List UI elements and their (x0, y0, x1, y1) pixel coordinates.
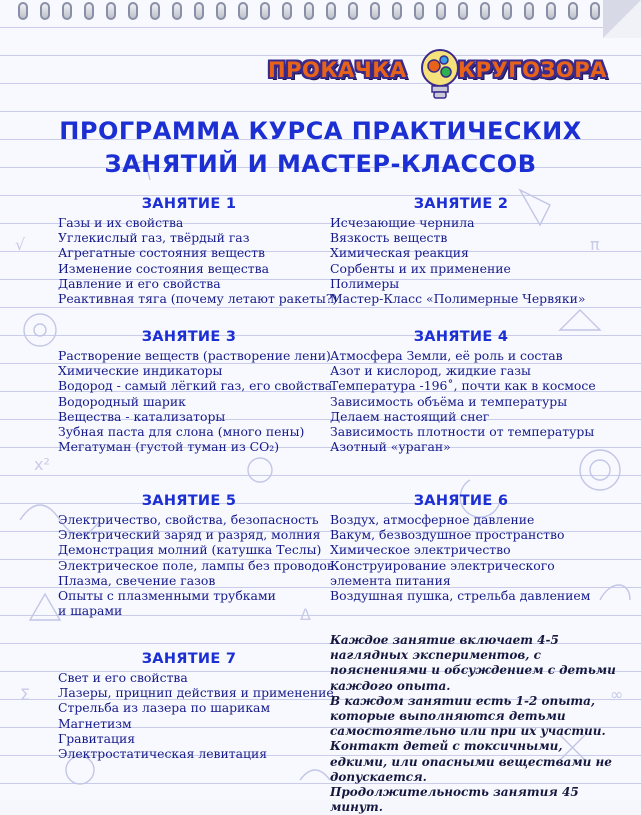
topic-item: Агрегатные состояния веществ (58, 245, 265, 261)
topic-item: Исчезающие чернила (330, 215, 475, 230)
lesson-heading: ЗАНЯТИЕ 3 (141, 329, 237, 345)
topic-item: Зависимость плотности от температуры (330, 424, 595, 440)
topic-item: Делаем настоящий снег (330, 408, 490, 424)
title-line-1: ПРОГРАММА КУРСА ПРАКТИЧЕСКИХ (59, 117, 582, 145)
topic-item: Изменение состояния вещества (58, 260, 269, 276)
topic-item: Зависимость объёма и температуры (330, 393, 568, 409)
note-paragraph: В каждом занятии есть 1-2 опыта, которые выполняются детьми самостоятельно или при их участии. (330, 693, 606, 739)
brand-logo (262, 46, 612, 106)
lesson-heading: ЗАНЯТИЕ 1 (141, 196, 237, 212)
topic-item: Водородный шарик (58, 393, 186, 409)
topic-item: Химическое электричество (330, 542, 511, 558)
lesson-heading: ЗАНЯТИЕ 6 (413, 493, 509, 509)
lightbulb-gears-icon (416, 46, 464, 106)
topic-item: Плазма, свечение газов (58, 572, 216, 588)
topic-item: Свет и его свойства (58, 670, 188, 685)
lesson-heading: ЗАНЯТИЕ 4 (413, 329, 509, 345)
topic-item: Химические индикаторы (58, 363, 223, 379)
topic-item: Полимеры (330, 275, 400, 291)
note-paragraph: Каждое занятие включает 4-5 наглядных экспериментов, с пояснениями и обсуждением с детьми каждого опыта. (330, 633, 616, 693)
topic-item: Азотный «ураган» (330, 439, 451, 455)
topic-item: Температура -196˚, почти как в космосе (330, 378, 596, 394)
topic-item: Гравитация (58, 730, 136, 746)
lesson-5 (58, 490, 334, 619)
topic-item: Углекислый газ, твёрдый газ (58, 230, 250, 246)
topic-item: Химическая реакция (330, 245, 469, 261)
topic-item: Атмосфера Земли, её роль и состав (330, 348, 563, 363)
svg-text:∞: ∞ (610, 685, 624, 704)
topic-list (58, 512, 334, 619)
topic-item: Демонстрация молний (катушка Теслы) (58, 542, 322, 558)
topic-item: Вещества - катализаторы (58, 408, 226, 424)
topic-list (330, 348, 596, 455)
topic-item: Магнетизм (58, 715, 132, 731)
lesson-4 (330, 326, 596, 455)
lesson-7 (58, 648, 334, 762)
svg-text:Δ: Δ (300, 605, 311, 624)
title-line-2: ЗАНЯТИЙ И МАСТЕР-КЛАССОВ (104, 150, 537, 178)
topic-item: Сорбенты и их применение (330, 260, 511, 276)
topic-item: Реактивная тяга (почему летают ракеты?) (58, 291, 338, 307)
topic-item: Опыты с плазменными трубками и шарами (58, 588, 276, 619)
topic-item: Воздух, атмосферное давление (330, 512, 535, 527)
topic-list (58, 670, 334, 762)
lesson-2 (330, 193, 592, 306)
topic-item: Мастер-Класс «Полимерные Червяки» (330, 291, 586, 307)
lesson-6 (330, 490, 592, 603)
note-paragraph: Контакт детей с токсичными, едкими, или опасными веществами не допускается. (330, 739, 612, 784)
page-curl (603, 0, 641, 38)
topic-item: Зубная паста для слона (много пены) (58, 424, 305, 440)
svg-text:π: π (590, 235, 600, 254)
topic-item: Азот и кислород, жидкие газы (330, 363, 531, 379)
topic-item: Давление и его свойства (58, 275, 221, 291)
logo-word-1: ПРОКАЧКА (268, 58, 407, 82)
course-notes (330, 633, 620, 815)
topic-item: Воздушная пушка, стрельба давлением (330, 588, 591, 604)
topic-list (58, 348, 333, 455)
topic-list (58, 215, 338, 307)
topic-item: Электростатическая левитация (58, 746, 268, 762)
topic-item: Электричество, свойства, безопасность (58, 512, 319, 527)
topic-item: Вакум, безвоздушное пространство (330, 527, 565, 543)
svg-text:x²: x² (34, 455, 50, 474)
lesson-heading: ЗАНЯТИЕ 5 (141, 493, 237, 509)
topic-item: Вязкость веществ (330, 230, 448, 246)
topic-item: Стрельба из лазера по шарикам (58, 700, 271, 716)
topic-item: Водород - самый лёгкий газ, его свойства (58, 378, 333, 394)
topic-item: Газы и их свойства (58, 215, 184, 230)
logo-word-2: КРУГОЗОРА (458, 58, 607, 82)
lesson-1 (58, 193, 338, 307)
page-title (40, 115, 601, 181)
topic-item: Мегатуман (густой туман из CO₂) (58, 439, 280, 455)
note-paragraph: Продолжительность занятия 45 минут. (330, 785, 579, 815)
lesson-heading: ЗАНЯТИЕ 7 (141, 651, 237, 667)
topic-item: Конструирование электрического элемента питания (330, 557, 555, 588)
notebook-spiral (18, 0, 618, 20)
svg-text:Σ: Σ (20, 685, 31, 704)
lesson-heading: ЗАНЯТИЕ 2 (413, 196, 509, 212)
topic-item: Электрическое поле, лампы без проводов (58, 557, 334, 573)
topic-item: Электрический заряд и разряд, молния (58, 527, 321, 543)
lesson-3 (58, 326, 333, 455)
topic-list (330, 215, 592, 306)
svg-text:√: √ (15, 235, 26, 254)
topic-item: Лазеры, прицнип действия и применение (58, 685, 334, 701)
topic-item: Растворение веществ (растворение лени) (58, 348, 331, 363)
topic-list (330, 512, 592, 603)
